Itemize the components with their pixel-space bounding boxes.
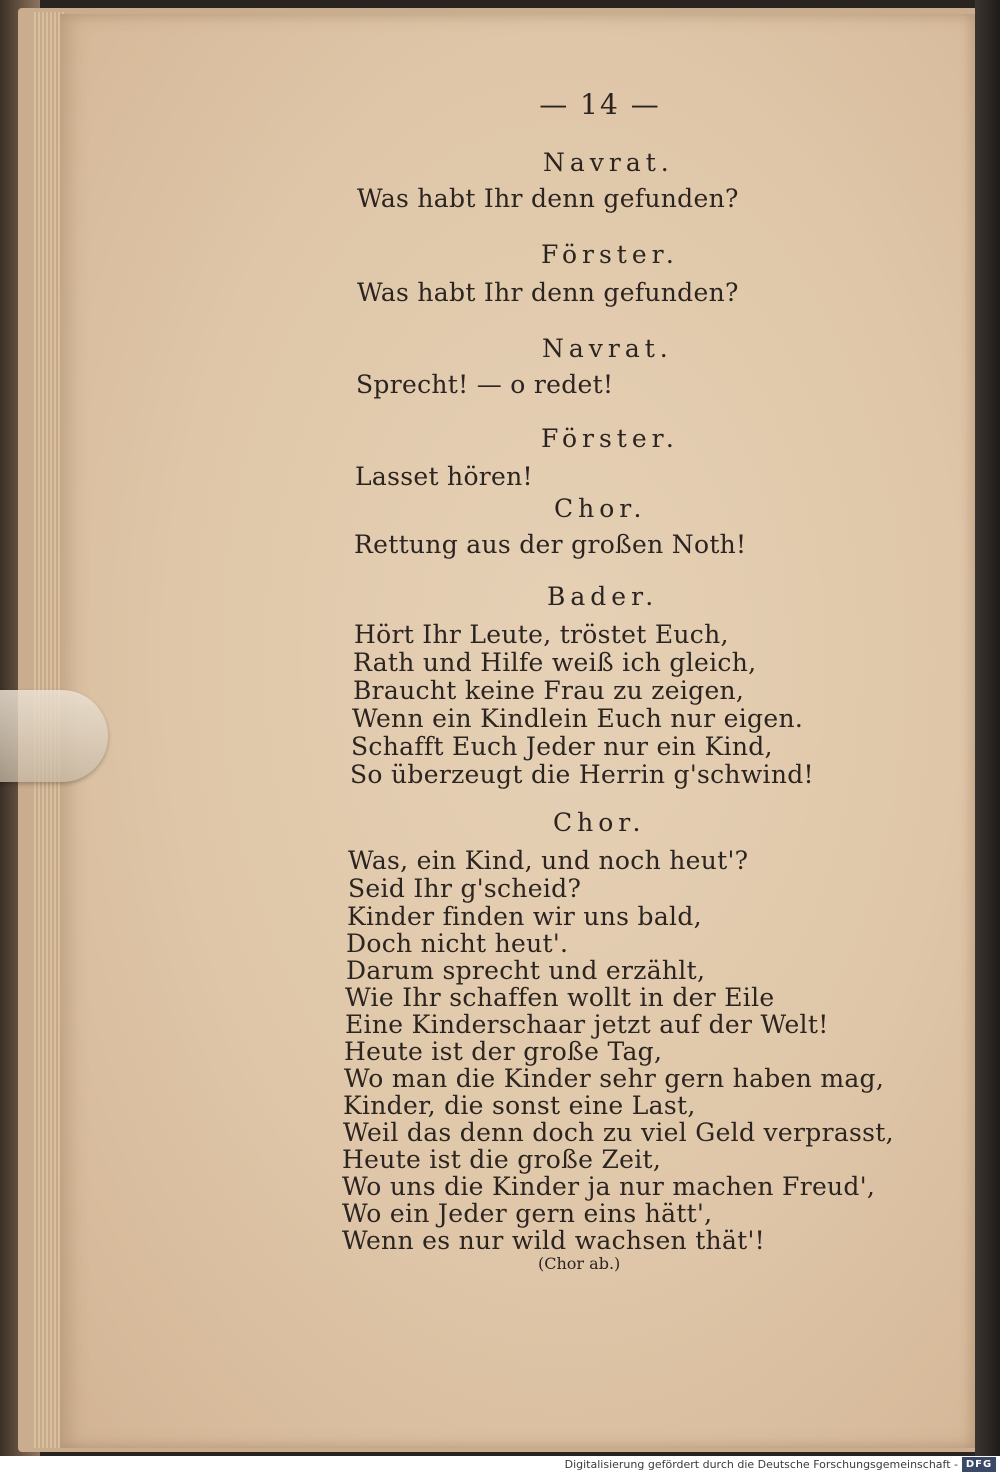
speaker-chor: Chor.	[553, 808, 646, 837]
verse-line: Was habt Ihr denn gefunden?	[357, 184, 739, 213]
verse-line: Wenn es nur wild wachsen thät'!	[342, 1226, 766, 1255]
speaker-foerster: Förster.	[541, 424, 679, 453]
verse-line: Rettung aus der großen Noth!	[354, 530, 747, 559]
speaker-navrat: Navrat.	[543, 148, 674, 177]
verse-line: Doch nicht heut'.	[346, 929, 569, 958]
speaker-chor: Chor.	[554, 494, 647, 523]
verse-line: Sprecht! — o redet!	[356, 370, 614, 399]
verse-line: Wo ein Jeder gern eins hätt',	[342, 1199, 713, 1228]
verse-line: So überzeugt die Herrin g'schwind!	[350, 760, 814, 789]
verse-line: Wo man die Kinder sehr gern haben mag,	[344, 1064, 885, 1093]
verse-line: Heute ist die große Zeit,	[342, 1145, 662, 1174]
verse-line: Was habt Ihr denn gefunden?	[357, 278, 739, 307]
speaker-foerster: Förster.	[541, 240, 679, 269]
verse-line: Was, ein Kind, und noch heut'?	[348, 846, 749, 875]
verse-line: Rath und Hilfe weiß ich gleich,	[353, 648, 757, 677]
verse-line: Lasset hören!	[355, 462, 533, 491]
verse-line: Schafft Euch Jeder nur ein Kind,	[351, 732, 773, 761]
verse-line: Hört Ihr Leute, tröstet Euch,	[354, 620, 729, 649]
digitization-footer	[0, 1456, 1000, 1475]
speaker-navrat: Navrat.	[542, 334, 673, 363]
verse-line: Wie Ihr schaffen wollt in der Eile	[345, 983, 775, 1012]
verse-line: Weil das denn doch zu viel Geld verprasst,	[343, 1118, 894, 1147]
verse-line: Kinder finden wir uns bald,	[347, 902, 702, 931]
verse-line: Wenn ein Kindlein Euch nur eigen.	[352, 704, 804, 733]
page-number: — 14 —	[539, 88, 661, 121]
dfg-logo: DFG	[962, 1457, 996, 1472]
verse-line: Seid Ihr g'scheid?	[348, 874, 582, 903]
funding-notice: Digitalisierung gefördert durch die Deutsche Forschungsgemeinschaft -	[564, 1458, 958, 1471]
verse-line: Braucht keine Frau zu zeigen,	[353, 676, 745, 705]
stage-direction: (Chor ab.)	[538, 1254, 621, 1273]
verse-line: Heute ist der große Tag,	[344, 1037, 663, 1066]
verse-line: Darum sprecht und erzählt,	[346, 956, 706, 985]
speaker-bader: Bader.	[547, 582, 659, 611]
verse-line: Eine Kinderschaar jetzt auf der Welt!	[345, 1010, 829, 1039]
verse-line: Wo uns die Kinder ja nur machen Freud',	[342, 1172, 876, 1201]
verse-line: Kinder, die sonst eine Last,	[343, 1091, 696, 1120]
